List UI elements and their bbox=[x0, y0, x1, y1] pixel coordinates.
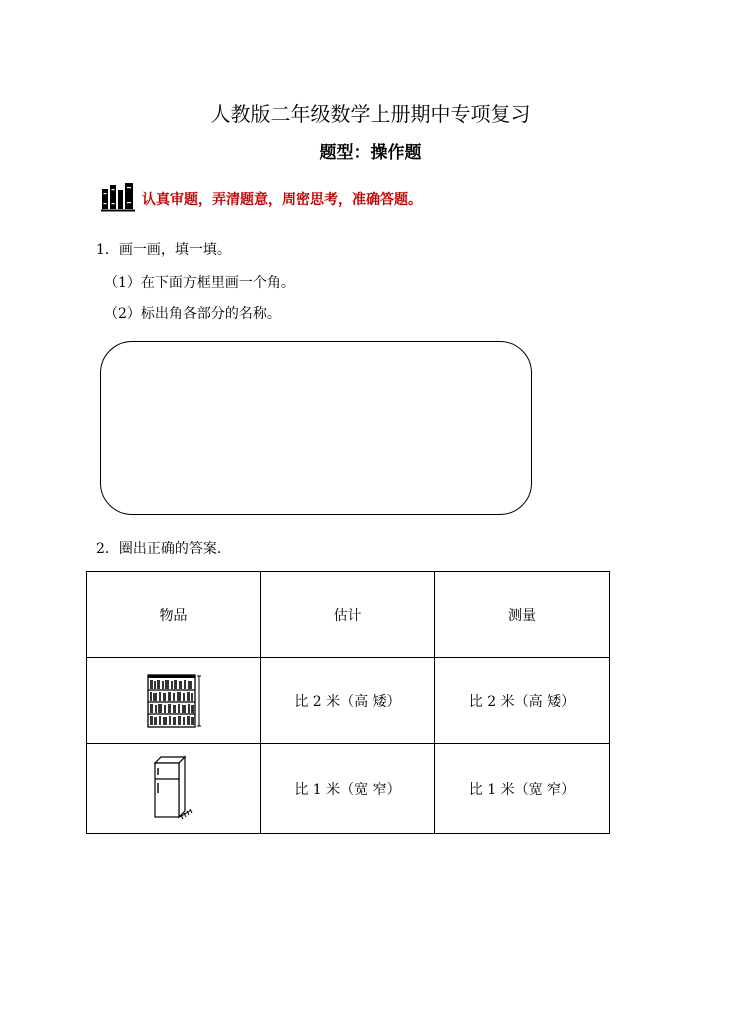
header-estimate: 估计 bbox=[261, 572, 435, 658]
page-subtitle: 题型：操作题 bbox=[319, 143, 422, 163]
tip-text: 认真审题，弄清题意，周密思考，准确答题。 bbox=[142, 192, 422, 208]
estimate-cell[interactable]: 比 2 米（高 矮） bbox=[261, 658, 435, 744]
measure-cell[interactable]: 比 2 米（高 矮） bbox=[435, 658, 610, 744]
estimate-cell[interactable]: 比 1 米（宽 窄） bbox=[261, 744, 435, 834]
question-2-title: 2．圈出正确的答案. bbox=[96, 541, 222, 557]
question-1-part-2: （2）标出角各部分的名称。 bbox=[104, 306, 281, 322]
question-1-title: 1．画一画，填一填。 bbox=[96, 242, 231, 258]
item-cell bbox=[87, 744, 261, 834]
item-cell bbox=[87, 658, 261, 744]
table-header-row bbox=[87, 572, 610, 658]
bookshelf-icon bbox=[145, 673, 203, 729]
header-measure: 测量 bbox=[435, 572, 610, 658]
table-row bbox=[87, 744, 610, 834]
page-title: 人教版二年级数学上册期中专项复习 bbox=[210, 102, 531, 126]
table-row bbox=[87, 658, 610, 744]
measure-cell[interactable]: 比 1 米（宽 窄） bbox=[435, 744, 610, 834]
header-item: 物品 bbox=[87, 572, 261, 658]
answer-table bbox=[86, 571, 610, 834]
drawing-box[interactable] bbox=[100, 341, 532, 515]
question-1-part-1: （1）在下面方框里画一个角。 bbox=[104, 275, 295, 291]
refrigerator-icon bbox=[149, 755, 199, 823]
books-icon bbox=[101, 181, 135, 212]
